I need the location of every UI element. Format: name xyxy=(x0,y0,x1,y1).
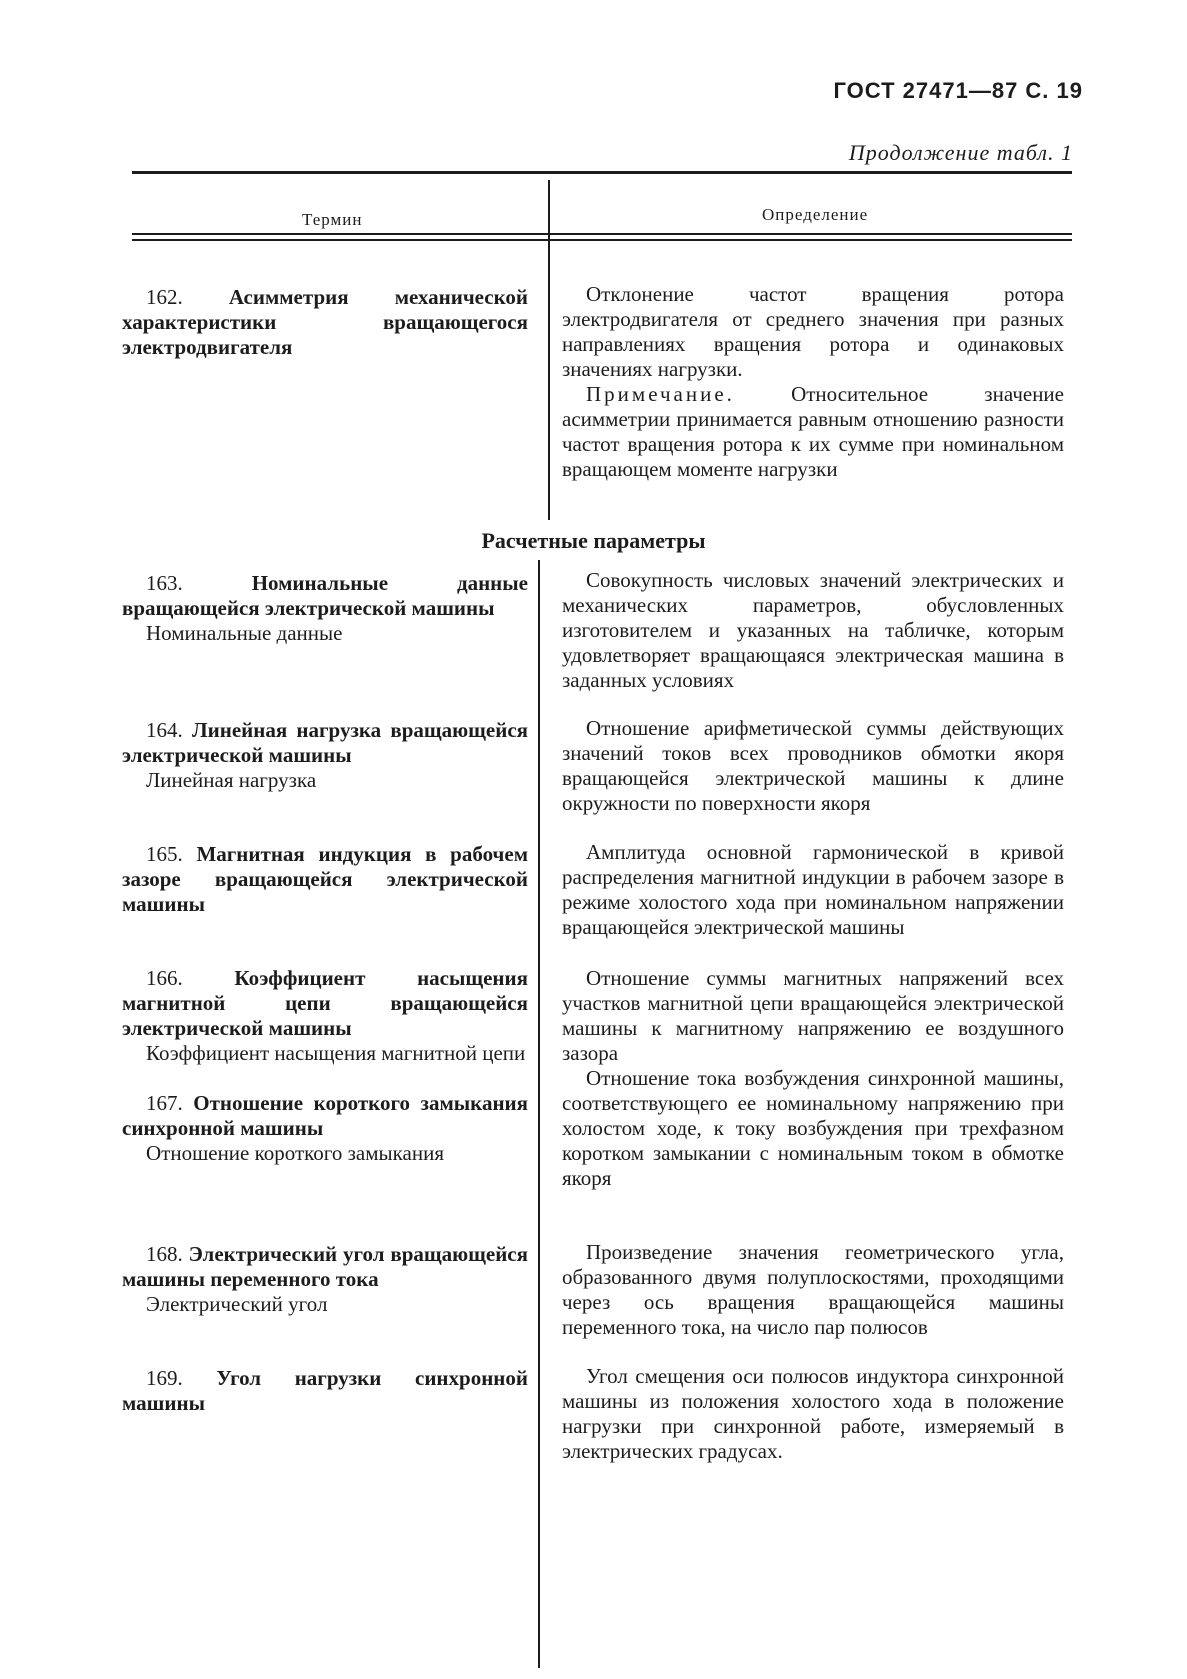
section-title: Расчетные параметры xyxy=(481,528,706,553)
term-title: Магнитная индукция в рабочем зазоре вращающейся электрической машины xyxy=(122,842,529,916)
term-number: 165. xyxy=(146,842,183,866)
term-title: Линейная нагрузка вращающейся электрической машины xyxy=(122,718,529,767)
definition-166 xyxy=(562,966,1064,1066)
definition-text: Совокупность числовых значений электрических и механических параметров, обусловленных изготовителем и указанных на табличке, которым удовлетворяет вращающаяся электрическая машина в заданных условиях xyxy=(562,568,1064,692)
definition-text: Угол смещения оси полюсов индуктора синхронной машины из положения холостого хода в положение нагрузки при синхронной работе, измеряемый в электрических градусах. xyxy=(562,1364,1064,1463)
term-number: 164. xyxy=(146,718,183,742)
term-163 xyxy=(122,571,528,646)
top-rule xyxy=(132,171,1072,174)
term-short: Отношение короткого замыкания xyxy=(146,1141,444,1165)
table-continuation-label: Продолжение табл. 1 xyxy=(848,140,1073,165)
definition-text: Отношение тока возбуждения синхронной машины, соответствующего ее номинальному напряжению при холостом ходе, к току возбуждения при трехфазном коротком замыкании с номинальным током в обмотке якоря xyxy=(562,1066,1064,1190)
definition-text: Отношение суммы магнитных напряжений всех участков магнитной цепи вращающейся электрической машины к магнитному напряжению ее воздушного зазора xyxy=(562,966,1064,1065)
term-short: Электрический угол xyxy=(146,1292,328,1316)
column-divider-top xyxy=(548,180,550,520)
column-divider-bottom xyxy=(538,560,540,1668)
definition-169 xyxy=(562,1364,1064,1464)
definition-text: Отклонение частот вращения ротора электродвигателя от среднего значения при разных направлениях вращения ротора и одинаковых значениях нагрузки. xyxy=(562,282,1064,381)
definition-165 xyxy=(562,840,1064,940)
term-168 xyxy=(122,1242,528,1317)
header-bottom-rule-1 xyxy=(132,233,1072,235)
term-162 xyxy=(122,285,528,360)
term-number: 163. xyxy=(146,571,183,595)
term-short: Номинальные данные xyxy=(146,621,343,645)
term-title: Номинальные данные вращающейся электрической машины xyxy=(122,571,528,620)
term-title: Коэффициент насыщения магнитной цепи вращающейся электрической машины xyxy=(122,966,528,1040)
term-164 xyxy=(122,718,528,793)
standard-designation: ГОСТ 27471—87 С. 19 xyxy=(833,78,1083,103)
note-text: Относительное значение асимметрии принимается равным отношению разности частот вращения ротора к их сумме при номинальном вращающем моменте нагрузки xyxy=(562,382,1064,481)
definition-162 xyxy=(562,282,1064,482)
column-header-term: Термин xyxy=(302,210,363,229)
note-label: Примечание. xyxy=(586,382,735,406)
term-short: Линейная нагрузка xyxy=(146,768,317,792)
term-169 xyxy=(122,1366,528,1416)
header-bottom-rule-2 xyxy=(132,239,1072,241)
term-number: 167. xyxy=(146,1091,183,1115)
definition-text: Отношение арифметической суммы действующих значений токов всех проводников обмотки якоря вращающейся электрической машины к длине окружности по поверхности якоря xyxy=(562,716,1064,815)
term-title: Отношение короткого замыкания синхронной машины xyxy=(122,1091,529,1140)
definition-164 xyxy=(562,716,1064,816)
term-167 xyxy=(122,1091,528,1166)
definition-167 xyxy=(562,1066,1064,1191)
definition-text: Амплитуда основной гармонической в кривой распределения магнитной индукции в рабочем зазоре в режиме холостого хода при номинальном напряжении вращающейся электрической машины xyxy=(562,840,1064,939)
term-title: Электрический угол вращающейся машины переменного тока xyxy=(122,1242,528,1291)
term-title: Угол нагрузки синхронной машины xyxy=(122,1366,528,1415)
term-number: 169. xyxy=(146,1366,183,1390)
term-166 xyxy=(122,966,528,1066)
term-number: 166. xyxy=(146,966,183,990)
term-number: 168. xyxy=(146,1242,183,1266)
term-short: Коэффициент насыщения магнитной цепи xyxy=(146,1041,526,1065)
definition-163 xyxy=(562,568,1064,693)
term-165 xyxy=(122,842,528,917)
definition-168 xyxy=(562,1240,1064,1340)
term-title: Асимметрия механической характеристики вращающегося электродвигателя xyxy=(122,285,528,359)
column-header-definition: Определение xyxy=(762,205,869,224)
term-number: 162. xyxy=(146,285,183,309)
definition-text: Произведение значения геометрического угла, образованного двумя полуплоскостями, проходящими через ось вращения вращающейся машины переменного тока, на число пар полюсов xyxy=(562,1240,1064,1339)
